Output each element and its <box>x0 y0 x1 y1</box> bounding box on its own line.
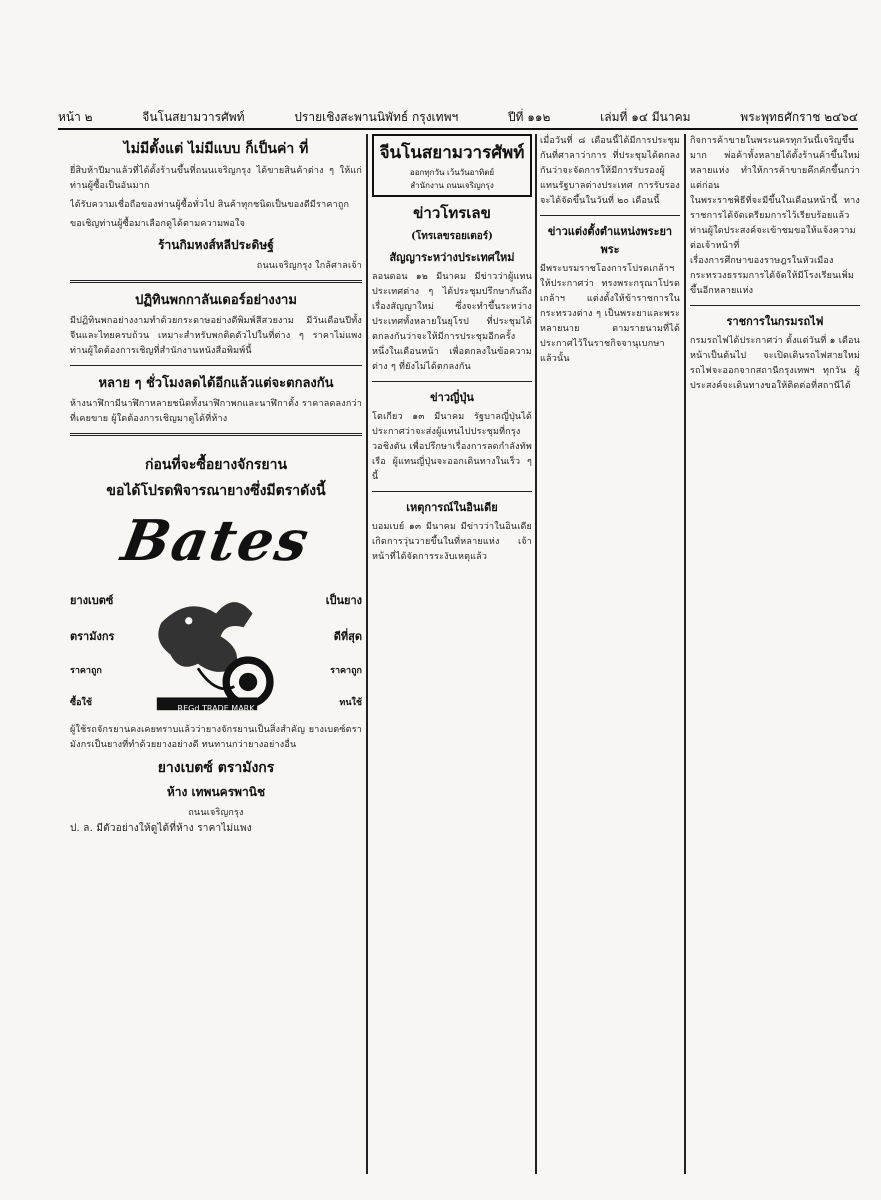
location: ปรายเชิงสะพานนิพัทธ์ กรุงเทพฯ <box>294 110 459 124</box>
news-subheading: (โทรเลขรอยเตอร์) <box>411 231 493 242</box>
article-heading: สัญญาระหว่างประเทศใหม่ <box>389 251 515 264</box>
top-line: ขอเชิญท่านผู้ซื้อมาเลือกดูได้ตามความพอใจ <box>70 219 246 229</box>
ads-column <box>70 134 362 1174</box>
footer-line: ป. ล. มีตัวอย่างให้ดูได้ที่ห้าง ราคาไม่แพง <box>70 823 252 834</box>
ad-intro-1: ก่อนที่จะซื้อยางจักรยาน <box>144 457 288 473</box>
article-text: ในพระราชพิธีที่จะมีขึ้นในเดือนหน้านี้ ทางราชการได้จัดเตรียมการไว้เรียบร้อยแล้ว ท่านผู้ใดประสงค์จะเข้าชมขอให้แจ้งความต่อเจ้าหน้าที่ <box>690 196 860 251</box>
article-text: กรมรถไฟได้ประกาศว่า ตั้งแต่วันที่ ๑ เดือนหน้าเป็นต้นไป จะเปิดเดินรถไฟสายใหม่ รถไฟจะออกจากสถานีกรุงเทพฯ ทุกวัน ผู้ประสงค์จะเดินทางขอให้ติดต่อที่สถานีได้ <box>690 336 860 391</box>
text-column <box>690 134 860 1174</box>
shop-name: ร้านกิมหงส์หลีประดิษฐ์ <box>158 238 274 252</box>
brand-logo: Bates <box>116 508 316 574</box>
ad-intro-2: ขอได้โปรดพิจารณายางซึ่งมีตราดังนี้ <box>106 483 326 499</box>
article-text: เมื่อวันที่ ๘ เดือนนี้ได้มีการประชุมกันที่ศาลาว่าการ ที่ประชุมได้ตกลงกันว่าจะจัดการให้มีการรับรองผู้แทนรัฐบาลต่างประเทศ การรับรองจะได้จัดขึ้นในวันที่ ๒๐ เดือนนี้ <box>540 136 680 206</box>
article-text: กิจการค้าขายในพระนครทุกวันนี้เจริญขึ้นมาก พ่อค้าทั้งหลายได้ตั้งร้านค้าขึ้นใหม่หลายแห่ง ทำให้การค้าขายคึกคักขึ้นกว่าแต่ก่อน <box>690 136 860 191</box>
news-heading: ข่าวโทรเลข <box>413 204 491 222</box>
page-label: หน้า ๒ <box>58 110 93 124</box>
left-label: ยางเบตซ์ <box>70 594 114 607</box>
masthead <box>372 134 532 197</box>
clock-text: ห้างนาฬิกามีนาฬิกาหลายชนิดทั้งนาฬิกาพกและนาฬิกาตั้ง ราคาลดลงกว่าที่เคยขาย ผู้ใดต้องการเชิญมาดูได้ที่ห้าง <box>70 399 362 424</box>
article-text: โตเกียว ๑๓ มีนาคม รัฐบาลญี่ปุ่นได้ประกาศว่าจะส่งผู้แทนไปประชุมที่กรุงวอชิงตัน เพื่อปรึกษาเรื่องการลดกำลังทัพเรือ ผู้แทนญี่ปุ่นจะออกเดินทางในเร็ว ๆ นี้ <box>372 412 532 482</box>
top-line: ยี่สิบห้าปีมาแล้วที่ได้ตั้งร้านขึ้นที่ถนนเจริญกรุง ได้ขายสินค้าต่าง ๆ ให้แก่ท่านผู้ซื้อเป็นอันมาก <box>70 166 362 191</box>
trademark-label: REGd TRADE MARK <box>177 704 255 713</box>
text-column <box>540 134 680 1174</box>
right-label: ราคาถูก <box>330 666 362 676</box>
calendar-heading: ปฏิทินพกกาลันเดอร์อย่างงาม <box>135 293 297 308</box>
left-label: ซื้อใช้ <box>70 698 93 708</box>
article-heading: เหตุการณ์ในอินเดีย <box>406 501 498 514</box>
divider <box>70 365 362 366</box>
divider <box>372 491 532 492</box>
running-header <box>58 108 858 130</box>
clock-heading: หลาย ๆ ชั่วโมงลดได้อีกแล้วแต่จะตกลงกัน <box>98 376 334 391</box>
agent-name: ห้าง เทพนครพานิช <box>166 785 266 799</box>
masthead-title: จีนโนสยามวารศัพท์ <box>379 143 525 163</box>
article-heading: ข่าวแต่งตั้งตำแหน่งพระยาพระ <box>547 225 673 256</box>
top-ad-text <box>70 164 362 232</box>
divider <box>540 215 680 216</box>
article-heading: ข่าวญี่ปุ่น <box>430 391 474 404</box>
top-line: ได้รับความเชื่อถือของท่านผู้ซื้อทั่วไป สินค้าทุกชนิดเป็นของดีมีราคาถูก <box>70 200 350 210</box>
divider <box>70 433 362 436</box>
right-label: ทนใช้ <box>339 698 362 708</box>
masthead-sub: สำนักงาน ถนนเจริญกรุง <box>410 181 494 190</box>
article-text: เรื่องการศึกษาของราษฎรในหัวเมือง กระทรวงธรรมการได้จัดให้มีโรงเรียนเพิ่มขึ้นอีกหลายแห่ง <box>690 256 855 296</box>
column-rule <box>535 134 537 1174</box>
calendar-text: มีปฏิทินพกอย่างงามทำด้วยกระดาษอย่างดีพิมพ์สีสวยงาม มีวันเดือนปีทั้งจีนและไทยครบถ้วน เหมาะสำหรับพกติดตัวไปในที่ต่าง ๆ ราคาไม่แพง ท่านผู้ใดต้องการเชิญที่สำนักงานหนังสือพิมพ์นี้ <box>70 316 362 356</box>
right-label: เป็นยาง <box>325 594 362 607</box>
bates-ad <box>70 454 362 836</box>
ad-body: ผู้ใช้รถจักรยานคงเคยทราบแล้วว่ายางจักรยานเป็นสิ่งสำคัญ ยางเบตซ์ตรามังกรเป็นยางที่ทำด้วยยางอย่างดี ทนทานกว่ายางอย่างอื่น <box>70 725 362 750</box>
issue: เล่มที่ ๑๔ มีนาคม <box>600 110 691 124</box>
paper-name: จีนโนสยามวารศัพท์ <box>142 110 245 124</box>
divider <box>372 381 532 382</box>
article-text: มีพระบรมราชโองการโปรดเกล้าฯ ให้ประกาศว่า ทรงพระกรุณาโปรดเกล้าฯ แต่งตั้งให้ข้าราชการในกระทรวงต่าง ๆ เป็นพระยาและพระหลายนาย ตามรายนามที่ได้ประกาศไว้ในราชกิจจานุเบกษาแล้วนั้น <box>540 264 680 364</box>
date: พระพุทธศักราช ๒๔๖๔ <box>740 110 858 124</box>
right-label: ดีที่สุด <box>333 630 362 643</box>
dragon-trademark-icon <box>134 580 298 720</box>
year: ปีที่ ๑๑๒ <box>507 110 551 124</box>
shop-address: ถนนเจริญกรุง ใกล้ศาลเจ้า <box>256 261 362 271</box>
news-column <box>372 134 532 1174</box>
agent-address: ถนนเจริญกรุง <box>188 808 244 818</box>
column-rule <box>366 134 368 1174</box>
top-banner: ไม่มีตั้งแต่ ไม่มีแบบ ก็เป็นค่า ที่ <box>123 141 309 157</box>
divider <box>690 305 860 306</box>
left-label: ตรามังกร <box>70 630 115 643</box>
divider <box>70 280 362 283</box>
left-label: ราคาถูก <box>70 666 102 676</box>
article-text: บอมเบย์ ๑๓ มีนาคม มีข่าวว่าในอินเดียเกิดการวุ่นวายขึ้นในที่หลายแห่ง เจ้าหน้าที่ได้จัดการระงับเหตุแล้ว <box>372 522 532 562</box>
article-heading: ราชการในกรมรถไฟ <box>726 315 824 328</box>
ad-slogan: ยางเบตซ์ ตรามังกร <box>157 760 275 776</box>
column-rule <box>684 134 686 1174</box>
article-text: ลอนดอน ๑๒ มีนาคม มีข่าวว่าผู้แทนประเทศต่าง ๆ ได้ประชุมปรึกษากันถึงเรื่องสัญญาใหม่ ซึ่งจะทำขึ้นระหว่างประเทศทั้งหลายในยุโรป ที่ประชุมได้ตกลงกันว่าจะให้มีการประชุมอีกครั้งหนึ่งในเดือนหน้า เพื่อตกลงในข้อความต่าง ๆ ที่ยังไม่ได้ตกลงกัน <box>372 272 532 372</box>
masthead-sub: ออกทุกวัน เว้นวันอาทิตย์ <box>409 168 495 177</box>
